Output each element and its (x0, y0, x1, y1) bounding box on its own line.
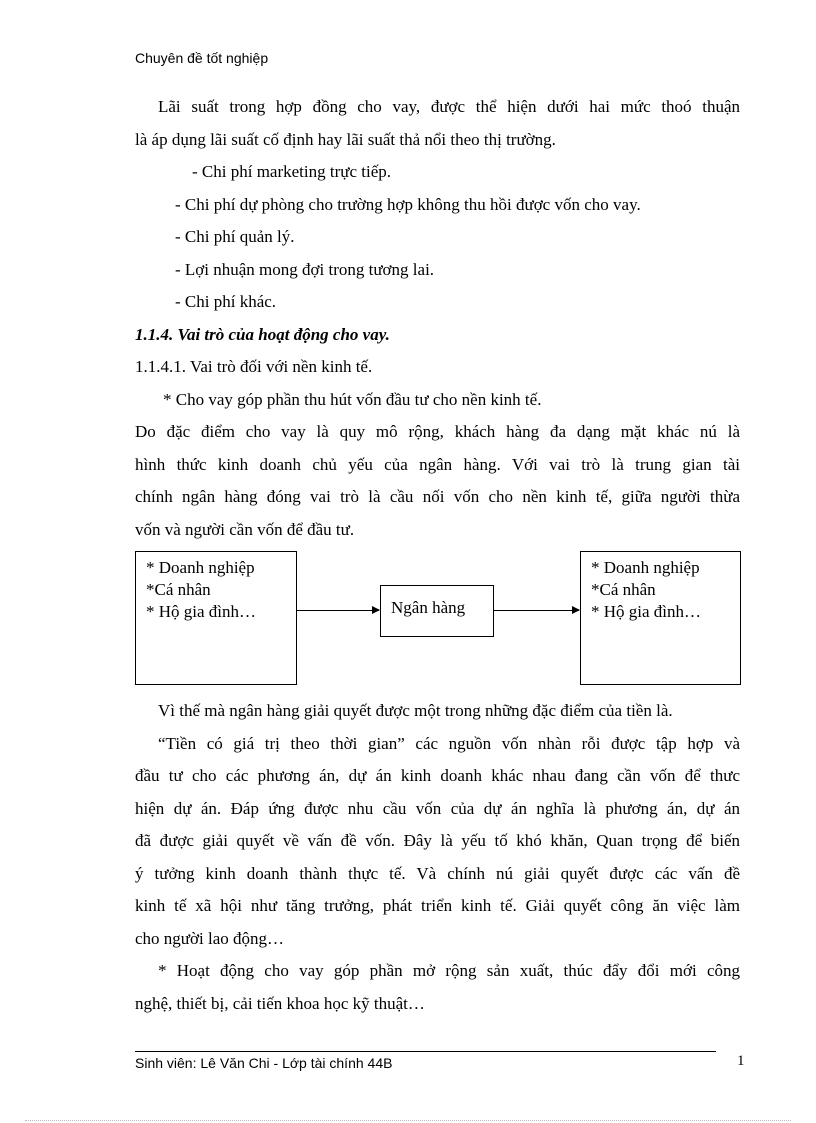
paragraph-line: là áp dụng lãi suất cố định hay lãi suất thả nổi theo thị trường. (135, 129, 556, 149)
bank-box (380, 585, 494, 637)
box-line: *Cá nhân (591, 580, 656, 599)
bank-label: Ngân hàng (391, 598, 466, 617)
paragraph-line: chính ngân hàng đóng vai trò là cầu nối vốn cho nền kinh tế, giữa người thừa (135, 487, 740, 506)
paragraph-line: nghệ, thiết bị, cải tiến khoa học kỹ thuật… (135, 993, 425, 1013)
bullet-item: - Lợi nhuận mong đợi trong tương lai. (175, 259, 435, 279)
footer-student-info: Sinh viên: Lê Văn Chi - Lớp tài chính 44B (135, 1055, 393, 1071)
bullet-item: - Chi phí dự phòng cho trường hợp không thu hồi được vốn cho vay. (175, 194, 641, 214)
paragraph-line: “Tiền có giá trị theo thời gian” các nguồn vốn nhàn rỗi được tập hợp và (158, 733, 740, 753)
paragraph-line: Vì thế mà ngân hàng giải quyết được một trong những đặc điểm của tiền là. (158, 701, 673, 720)
box-line: * Doanh nghiệp (591, 558, 700, 577)
box-line: * Doanh nghiệp (146, 558, 255, 577)
paragraph-line: cho người lao động… (135, 928, 284, 948)
star-point: * Hoạt động cho vay góp phần mở rộng sản xuất, thúc đẩy đổi mới công (158, 961, 740, 980)
paragraph-line: hiện dự án. Đáp ứng được nhu cầu vốn của dự án nghĩa là phương án, dự án (135, 798, 740, 818)
paragraph-line: vốn và người cần vốn để đầu tư. (135, 519, 355, 539)
paragraph-line: Do đặc điểm cho vay là quy mô rộng, khách hàng đa dạng mặt khác nú là (135, 422, 740, 441)
bullet-item: - Chi phí marketing trực tiếp. (192, 162, 392, 181)
paragraph-line: Lãi suất trong hợp đồng cho vay, được thể hiện dưới hai mức thoó thuận (158, 97, 740, 116)
box-line: * Hộ gia đình… (591, 602, 702, 621)
page-boundary (25, 1120, 791, 1121)
paragraph-line: kinh tế xã hội như tăng trưởng, phát triển kinh tế. Giải quyết công ăn việc làm (135, 896, 740, 915)
bullet-item: - Chi phí khác. (175, 292, 277, 311)
paragraph-line: hình thức kinh doanh chủ yếu của ngân hàng. Với vai trò là trung gian tài (135, 454, 740, 474)
box-line: * Hộ gia đình… (146, 602, 257, 621)
paragraph-line: ý tưởng kinh doanh thành thực tế. Và chính nú giải quyết được các vấn đề (135, 863, 740, 883)
lenders-box (135, 551, 297, 685)
star-point: * Cho vay góp phần thu hút vốn đầu tư cho nền kinh tế. (163, 389, 542, 409)
footer-rule (135, 1051, 716, 1052)
page-number: 1 (737, 1053, 745, 1069)
box-line: *Cá nhân (146, 580, 211, 599)
page-body (135, 91, 740, 1020)
flow-diagram (135, 551, 740, 695)
section-heading: 1.1.4. Vai trò của hoạt động cho vay. (135, 324, 390, 344)
bullet-item: - Chi phí quản lý. (175, 227, 295, 246)
paragraph-line: đầu tư cho các phương án, dự án kinh doanh khác nhau đang cần vốn để thưc (135, 766, 740, 785)
running-header-title: Chuyên đề tốt nghiệp (135, 50, 269, 66)
paragraph-line: đã được giải quyết về vấn đề vốn. Đây là yếu tố khó khăn, Quan trọng để biến (135, 831, 740, 850)
arrow-to-borrowers (494, 610, 579, 611)
borrowers-box (580, 551, 741, 685)
arrow-to-bank (297, 610, 379, 611)
subsection-heading: 1.1.4.1. Vai trò đối với nền kinh tế. (135, 357, 373, 376)
